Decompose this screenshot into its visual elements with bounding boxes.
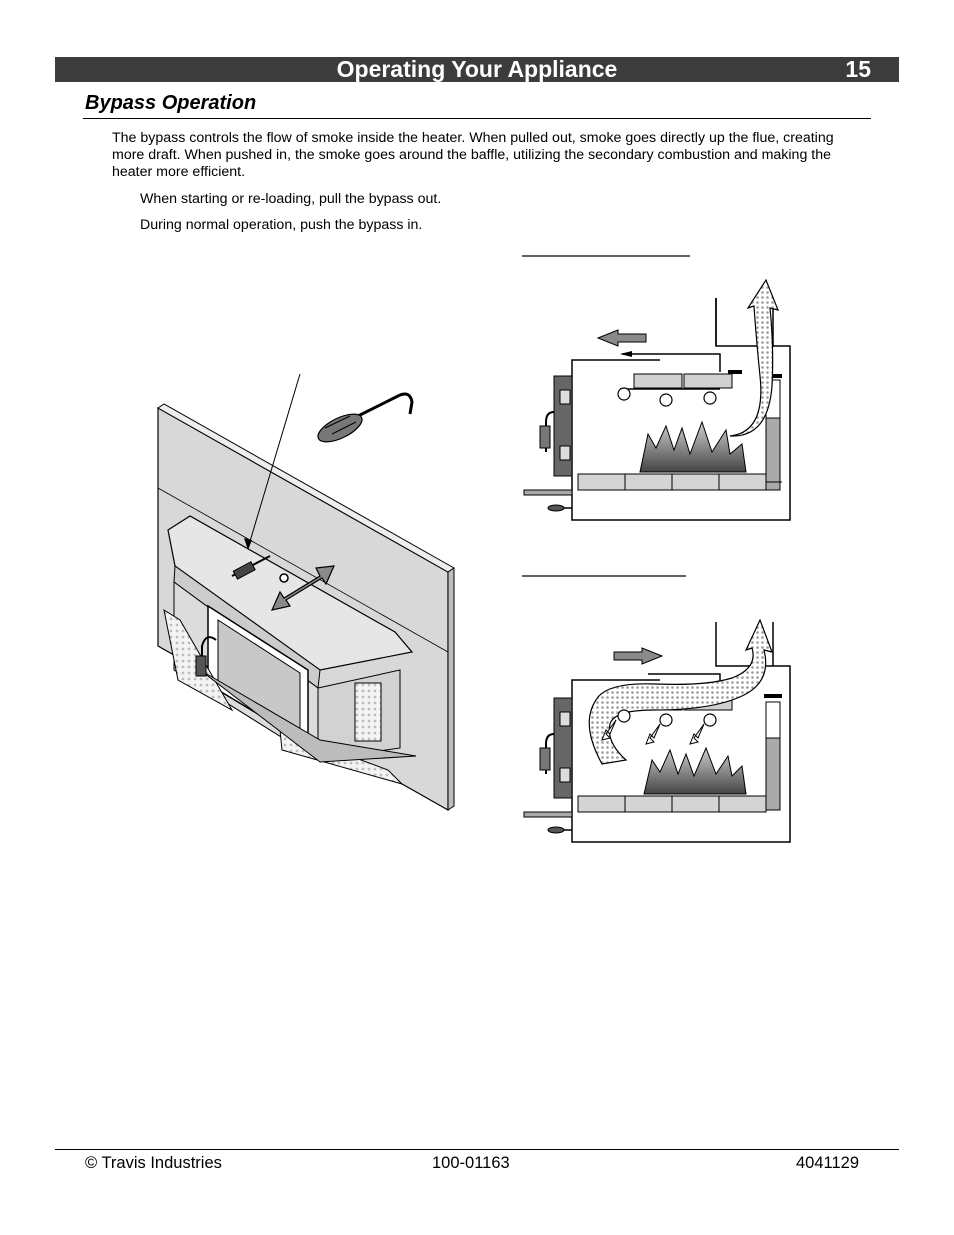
header-bar — [55, 57, 899, 82]
footer-divider — [55, 1149, 899, 1150]
page-title: Operating Your Appliance — [336, 56, 618, 82]
intro-paragraph: The bypass controls the flow of smoke inside the heater. When pulled out, smoke goes directly up the flue, creating more draft. When pushed in, the smoke goes around the baffle, utilizing the secondary combustion and making the heater more efficient. — [112, 130, 834, 180]
section-title: Bypass Operation — [85, 92, 257, 114]
footer-code: 4041129 — [796, 1154, 860, 1172]
step-bypass-in: During normal operation, push the bypass in. — [140, 217, 423, 233]
step-bypass-out: When starting or re-loading, pull the bypass out. — [140, 191, 442, 207]
page-number: 15 — [845, 56, 871, 82]
section-divider — [83, 118, 871, 119]
bypass-in-cross-section — [520, 570, 800, 850]
bypass-out-cross-section — [520, 250, 800, 530]
fireplace-insert-illustration — [150, 370, 470, 820]
footer-company: © Travis Industries — [85, 1154, 222, 1172]
footer-doc-number: 100-01163 — [432, 1154, 510, 1172]
